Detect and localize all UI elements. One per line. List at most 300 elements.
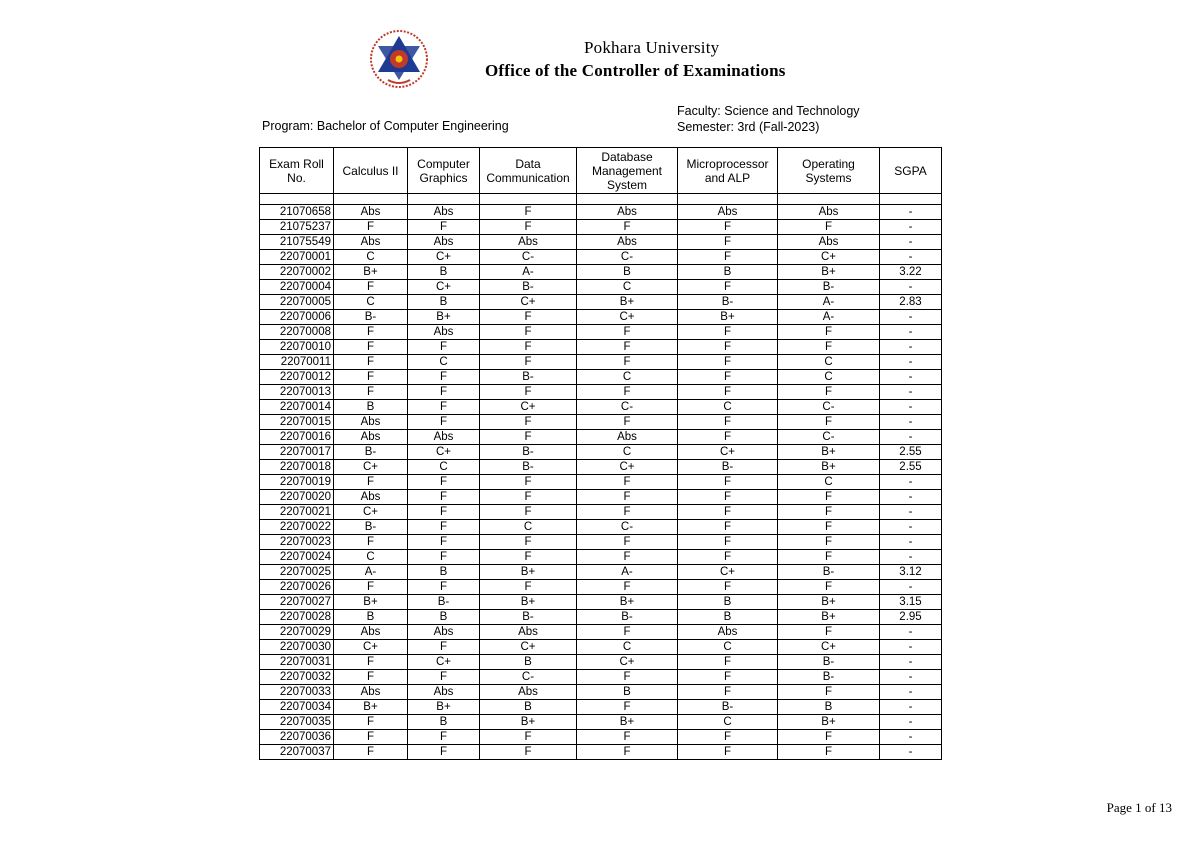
grade-cell: F <box>577 475 678 490</box>
sgpa-cell: - <box>880 235 942 250</box>
grade-cell: B <box>577 265 678 280</box>
grade-cell: F <box>408 385 480 400</box>
table-row <box>260 295 942 310</box>
grade-cell: Abs <box>334 235 408 250</box>
grade-cell: Abs <box>408 235 480 250</box>
grade-cell: F <box>778 550 880 565</box>
sgpa-cell: - <box>880 325 942 340</box>
grade-cell: F <box>480 550 577 565</box>
grade-cell: C <box>408 355 480 370</box>
grade-cell: F <box>408 730 480 745</box>
sgpa-cell: - <box>880 355 942 370</box>
roll-number-cell: 22070015 <box>260 415 334 430</box>
grade-cell: F <box>334 325 408 340</box>
grade-cell: Abs <box>408 625 480 640</box>
grade-cell: C+ <box>408 280 480 295</box>
table-row <box>260 490 942 505</box>
grade-cell: C+ <box>480 295 577 310</box>
grade-cell: Abs <box>577 430 678 445</box>
grade-cell: F <box>480 205 577 220</box>
grade-cell: C- <box>778 430 880 445</box>
grade-cell: F <box>577 580 678 595</box>
grade-cell: Abs <box>334 490 408 505</box>
grade-cell: C <box>678 400 778 415</box>
grade-cell: C- <box>480 670 577 685</box>
grade-cell: C- <box>778 400 880 415</box>
grade-cell: F <box>577 385 678 400</box>
table-row <box>260 220 942 235</box>
table-row <box>260 565 942 580</box>
column-header: Operating Systems <box>778 148 880 194</box>
grade-cell: F <box>778 325 880 340</box>
roll-number-cell: 22070029 <box>260 625 334 640</box>
table-row <box>260 580 942 595</box>
grade-cell: B+ <box>480 595 577 610</box>
sgpa-cell: 3.22 <box>880 265 942 280</box>
sgpa-cell: 2.55 <box>880 460 942 475</box>
roll-number-cell: 21070658 <box>260 205 334 220</box>
grade-cell: A- <box>577 565 678 580</box>
table-row <box>260 445 942 460</box>
results-table <box>259 147 942 760</box>
roll-number-cell: 22070032 <box>260 670 334 685</box>
grade-cell: F <box>334 280 408 295</box>
grade-cell: B+ <box>577 715 678 730</box>
sgpa-cell: - <box>880 745 942 760</box>
grade-cell: F <box>678 505 778 520</box>
roll-number-cell: 22070001 <box>260 250 334 265</box>
roll-number-cell: 22070018 <box>260 460 334 475</box>
table-row <box>260 550 942 565</box>
grade-cell: F <box>778 625 880 640</box>
grade-cell: F <box>480 430 577 445</box>
sgpa-cell: 2.55 <box>880 445 942 460</box>
column-header: Exam Roll No. <box>260 148 334 194</box>
grade-cell: C+ <box>778 250 880 265</box>
grade-cell: F <box>678 415 778 430</box>
grade-cell: F <box>678 220 778 235</box>
grade-cell: C <box>577 370 678 385</box>
grade-cell: F <box>480 475 577 490</box>
sgpa-cell: 2.95 <box>880 610 942 625</box>
grade-cell: F <box>408 505 480 520</box>
roll-number-cell: 22070008 <box>260 325 334 340</box>
grade-cell: F <box>480 355 577 370</box>
grade-cell: F <box>678 250 778 265</box>
table-row <box>260 505 942 520</box>
sgpa-cell: 3.12 <box>880 565 942 580</box>
sgpa-cell: - <box>880 310 942 325</box>
sgpa-cell: - <box>880 715 942 730</box>
sgpa-cell: 2.83 <box>880 295 942 310</box>
grade-cell: C+ <box>577 310 678 325</box>
grade-cell: B- <box>334 445 408 460</box>
table-row <box>260 355 942 370</box>
grade-cell: C+ <box>408 445 480 460</box>
spacer-row <box>260 194 942 205</box>
grade-cell: C <box>678 715 778 730</box>
grade-cell: C <box>778 355 880 370</box>
grade-cell: F <box>678 475 778 490</box>
grade-cell: B- <box>778 280 880 295</box>
grade-cell: F <box>408 370 480 385</box>
grade-cell: F <box>678 730 778 745</box>
table-row <box>260 625 942 640</box>
sgpa-cell: - <box>880 430 942 445</box>
table-row <box>260 655 942 670</box>
university-logo <box>368 28 430 90</box>
grade-cell: F <box>678 490 778 505</box>
grade-cell: F <box>778 505 880 520</box>
grade-cell: F <box>334 220 408 235</box>
grade-cell: B+ <box>334 595 408 610</box>
grade-cell: F <box>577 325 678 340</box>
grade-cell: F <box>678 370 778 385</box>
table-row <box>260 205 942 220</box>
grade-cell: B- <box>678 295 778 310</box>
roll-number-cell: 22070026 <box>260 580 334 595</box>
sgpa-cell: - <box>880 580 942 595</box>
roll-number-cell: 22070014 <box>260 400 334 415</box>
table-row <box>260 430 942 445</box>
grade-cell: F <box>577 220 678 235</box>
grade-cell: B- <box>480 370 577 385</box>
grade-cell: Abs <box>408 205 480 220</box>
grade-cell: F <box>480 580 577 595</box>
sgpa-cell: - <box>880 535 942 550</box>
grade-cell: Abs <box>778 235 880 250</box>
grade-cell: B <box>408 715 480 730</box>
sgpa-cell: - <box>880 250 942 265</box>
sgpa-cell: - <box>880 205 942 220</box>
table-row <box>260 610 942 625</box>
grade-cell: F <box>334 715 408 730</box>
grade-cell: B- <box>778 655 880 670</box>
sgpa-cell: - <box>880 700 942 715</box>
grade-cell: C+ <box>577 655 678 670</box>
column-header: Microprocessor and ALP <box>678 148 778 194</box>
roll-number-cell: 22070020 <box>260 490 334 505</box>
sgpa-cell: - <box>880 385 942 400</box>
grade-cell: F <box>778 535 880 550</box>
grade-cell: F <box>408 640 480 655</box>
grade-cell: F <box>778 220 880 235</box>
grade-cell: B <box>334 610 408 625</box>
grade-cell: F <box>678 550 778 565</box>
grade-cell: F <box>334 670 408 685</box>
roll-number-cell: 22070037 <box>260 745 334 760</box>
grade-cell: F <box>334 535 408 550</box>
roll-number-cell: 22070005 <box>260 295 334 310</box>
roll-number-cell: 22070012 <box>260 370 334 385</box>
grade-cell: F <box>678 235 778 250</box>
grade-cell: B+ <box>408 310 480 325</box>
grade-cell: B- <box>577 610 678 625</box>
grade-cell: B+ <box>577 595 678 610</box>
grade-cell: C+ <box>334 505 408 520</box>
roll-number-cell: 22070013 <box>260 385 334 400</box>
grade-cell: B <box>408 610 480 625</box>
grade-cell: F <box>678 520 778 535</box>
grade-cell: C+ <box>778 640 880 655</box>
grade-cell: Abs <box>408 685 480 700</box>
grade-cell: F <box>408 220 480 235</box>
roll-number-cell: 21075237 <box>260 220 334 235</box>
grade-cell: B+ <box>334 265 408 280</box>
grade-cell: C+ <box>678 445 778 460</box>
grade-cell: F <box>480 310 577 325</box>
roll-number-cell: 22070017 <box>260 445 334 460</box>
sgpa-cell: - <box>880 520 942 535</box>
grade-cell: F <box>480 325 577 340</box>
roll-number-cell: 21075549 <box>260 235 334 250</box>
column-header: Database Management System <box>577 148 678 194</box>
grade-cell: F <box>577 505 678 520</box>
roll-number-cell: 22070004 <box>260 280 334 295</box>
grade-cell: A- <box>778 310 880 325</box>
grade-cell: C+ <box>334 640 408 655</box>
grade-cell: B <box>577 685 678 700</box>
grade-cell: F <box>408 520 480 535</box>
sgpa-cell: - <box>880 415 942 430</box>
grade-cell: C- <box>577 250 678 265</box>
grade-cell: F <box>678 670 778 685</box>
grade-cell: Abs <box>334 415 408 430</box>
semester-label: Semester: 3rd (Fall-2023) <box>677 120 820 134</box>
grade-cell: Abs <box>480 235 577 250</box>
grade-cell: F <box>480 340 577 355</box>
grade-cell: F <box>480 730 577 745</box>
grade-cell: B+ <box>778 460 880 475</box>
grade-cell: B <box>408 265 480 280</box>
sgpa-cell: - <box>880 640 942 655</box>
sgpa-cell: - <box>880 370 942 385</box>
grade-cell: B <box>480 655 577 670</box>
grade-cell: F <box>577 415 678 430</box>
grade-cell: F <box>334 370 408 385</box>
grade-cell: B+ <box>778 610 880 625</box>
sgpa-cell: - <box>880 280 942 295</box>
table-row <box>260 340 942 355</box>
grade-cell: B- <box>480 445 577 460</box>
grade-cell: F <box>778 580 880 595</box>
grade-cell: F <box>678 685 778 700</box>
grade-cell: F <box>577 745 678 760</box>
column-header: SGPA <box>880 148 942 194</box>
roll-number-cell: 22070016 <box>260 430 334 445</box>
grade-cell: F <box>408 745 480 760</box>
table-row <box>260 460 942 475</box>
roll-number-cell: 22070027 <box>260 595 334 610</box>
grade-cell: B <box>678 595 778 610</box>
grade-cell: B+ <box>408 700 480 715</box>
roll-number-cell: 22070031 <box>260 655 334 670</box>
grade-cell: B+ <box>480 565 577 580</box>
grade-cell: F <box>334 475 408 490</box>
grade-cell: B- <box>678 700 778 715</box>
sgpa-cell: - <box>880 550 942 565</box>
grade-cell: F <box>778 520 880 535</box>
table-row <box>260 715 942 730</box>
grade-cell: Abs <box>334 205 408 220</box>
grade-cell: B+ <box>577 295 678 310</box>
table-row <box>260 385 942 400</box>
grade-cell: B- <box>480 280 577 295</box>
grade-cell: C <box>334 550 408 565</box>
grade-cell: B- <box>334 520 408 535</box>
table-row <box>260 730 942 745</box>
column-header: Calculus II <box>334 148 408 194</box>
grade-cell: B+ <box>480 715 577 730</box>
grade-cell: Abs <box>334 685 408 700</box>
grade-cell: F <box>408 475 480 490</box>
grade-cell: Abs <box>480 685 577 700</box>
grade-cell: A- <box>334 565 408 580</box>
grade-cell: F <box>678 280 778 295</box>
grade-cell: F <box>334 355 408 370</box>
roll-number-cell: 22070035 <box>260 715 334 730</box>
grade-cell: F <box>408 550 480 565</box>
grade-cell: F <box>577 490 678 505</box>
grade-cell: B- <box>778 670 880 685</box>
university-name: Pokhara University <box>584 38 720 57</box>
grade-cell: F <box>678 430 778 445</box>
table-row <box>260 670 942 685</box>
roll-number-cell: 22070002 <box>260 265 334 280</box>
roll-number-cell: 22070028 <box>260 610 334 625</box>
grade-cell: C- <box>577 520 678 535</box>
grade-cell: C+ <box>408 655 480 670</box>
column-header: Data Communication <box>480 148 577 194</box>
grade-cell: B+ <box>778 265 880 280</box>
grade-cell: B- <box>334 310 408 325</box>
grade-cell: F <box>778 490 880 505</box>
grade-cell: Abs <box>408 325 480 340</box>
grade-cell: F <box>408 400 480 415</box>
grade-cell: B+ <box>778 445 880 460</box>
program-label: Program: Bachelor of Computer Engineering <box>262 119 509 133</box>
table-row <box>260 325 942 340</box>
roll-number-cell: 22070022 <box>260 520 334 535</box>
grade-cell: C <box>480 520 577 535</box>
grade-cell: B+ <box>778 715 880 730</box>
grade-cell: F <box>408 670 480 685</box>
grade-cell: F <box>678 385 778 400</box>
grade-cell: F <box>577 670 678 685</box>
grade-cell: F <box>678 340 778 355</box>
table-row <box>260 745 942 760</box>
grade-cell: F <box>408 340 480 355</box>
grade-cell: F <box>334 385 408 400</box>
grade-cell: B <box>408 565 480 580</box>
grade-cell: F <box>678 580 778 595</box>
grade-cell: F <box>778 730 880 745</box>
roll-number-cell: 22070036 <box>260 730 334 745</box>
grade-cell: F <box>480 220 577 235</box>
roll-number-cell: 22070019 <box>260 475 334 490</box>
grade-cell: F <box>334 655 408 670</box>
roll-number-cell: 22070033 <box>260 685 334 700</box>
grade-cell: F <box>577 625 678 640</box>
grade-cell: F <box>678 655 778 670</box>
sgpa-cell: - <box>880 670 942 685</box>
grade-cell: F <box>408 580 480 595</box>
table-row <box>260 415 942 430</box>
column-header: Computer Graphics <box>408 148 480 194</box>
grade-cell: F <box>334 745 408 760</box>
grade-cell: B- <box>678 460 778 475</box>
university-emblem-icon <box>368 28 430 90</box>
grade-cell: F <box>778 385 880 400</box>
grade-cell: Abs <box>334 625 408 640</box>
grade-cell: Abs <box>778 205 880 220</box>
grade-cell: Abs <box>408 430 480 445</box>
roll-number-cell: 22070025 <box>260 565 334 580</box>
grade-cell: C <box>334 250 408 265</box>
grade-cell: C <box>577 445 678 460</box>
faculty-semester-block <box>677 103 860 135</box>
table-row <box>260 475 942 490</box>
grade-cell: C <box>678 640 778 655</box>
grade-cell: F <box>480 535 577 550</box>
grade-cell: F <box>334 730 408 745</box>
sgpa-cell: - <box>880 730 942 745</box>
grade-cell: B <box>408 295 480 310</box>
grade-cell: C <box>778 370 880 385</box>
grade-cell: C+ <box>480 400 577 415</box>
results-body <box>260 194 942 760</box>
table-row <box>260 535 942 550</box>
table-header-row <box>260 148 942 194</box>
grade-cell: B <box>334 400 408 415</box>
grade-cell: C <box>778 475 880 490</box>
grade-cell: F <box>480 385 577 400</box>
grade-cell: F <box>577 340 678 355</box>
grade-cell: F <box>778 340 880 355</box>
table-row <box>260 280 942 295</box>
grade-cell: A- <box>480 265 577 280</box>
sgpa-cell: - <box>880 505 942 520</box>
sgpa-cell: - <box>880 400 942 415</box>
table-row <box>260 400 942 415</box>
roll-number-cell: 22070034 <box>260 700 334 715</box>
grade-cell: Abs <box>334 430 408 445</box>
table-row <box>260 250 942 265</box>
grade-cell: B <box>678 610 778 625</box>
sgpa-cell: - <box>880 655 942 670</box>
table-row <box>260 595 942 610</box>
grade-cell: C <box>577 640 678 655</box>
grade-cell: Abs <box>480 625 577 640</box>
grade-cell: C+ <box>678 565 778 580</box>
grade-cell: F <box>480 745 577 760</box>
faculty-label: Faculty: Science and Technology <box>677 104 860 118</box>
page-number: Page 1 of 13 <box>1106 800 1172 815</box>
grade-cell: F <box>678 325 778 340</box>
grade-cell: Abs <box>678 205 778 220</box>
grade-cell: C+ <box>480 640 577 655</box>
office-name: Office of the Controller of Examinations <box>485 61 786 80</box>
grade-cell: C- <box>577 400 678 415</box>
grade-cell: F <box>334 580 408 595</box>
grade-cell: B- <box>778 565 880 580</box>
table-row <box>260 640 942 655</box>
table-row <box>260 700 942 715</box>
grade-cell: B <box>778 700 880 715</box>
grade-cell: B <box>678 265 778 280</box>
grade-cell: Abs <box>678 625 778 640</box>
grade-cell: F <box>577 730 678 745</box>
